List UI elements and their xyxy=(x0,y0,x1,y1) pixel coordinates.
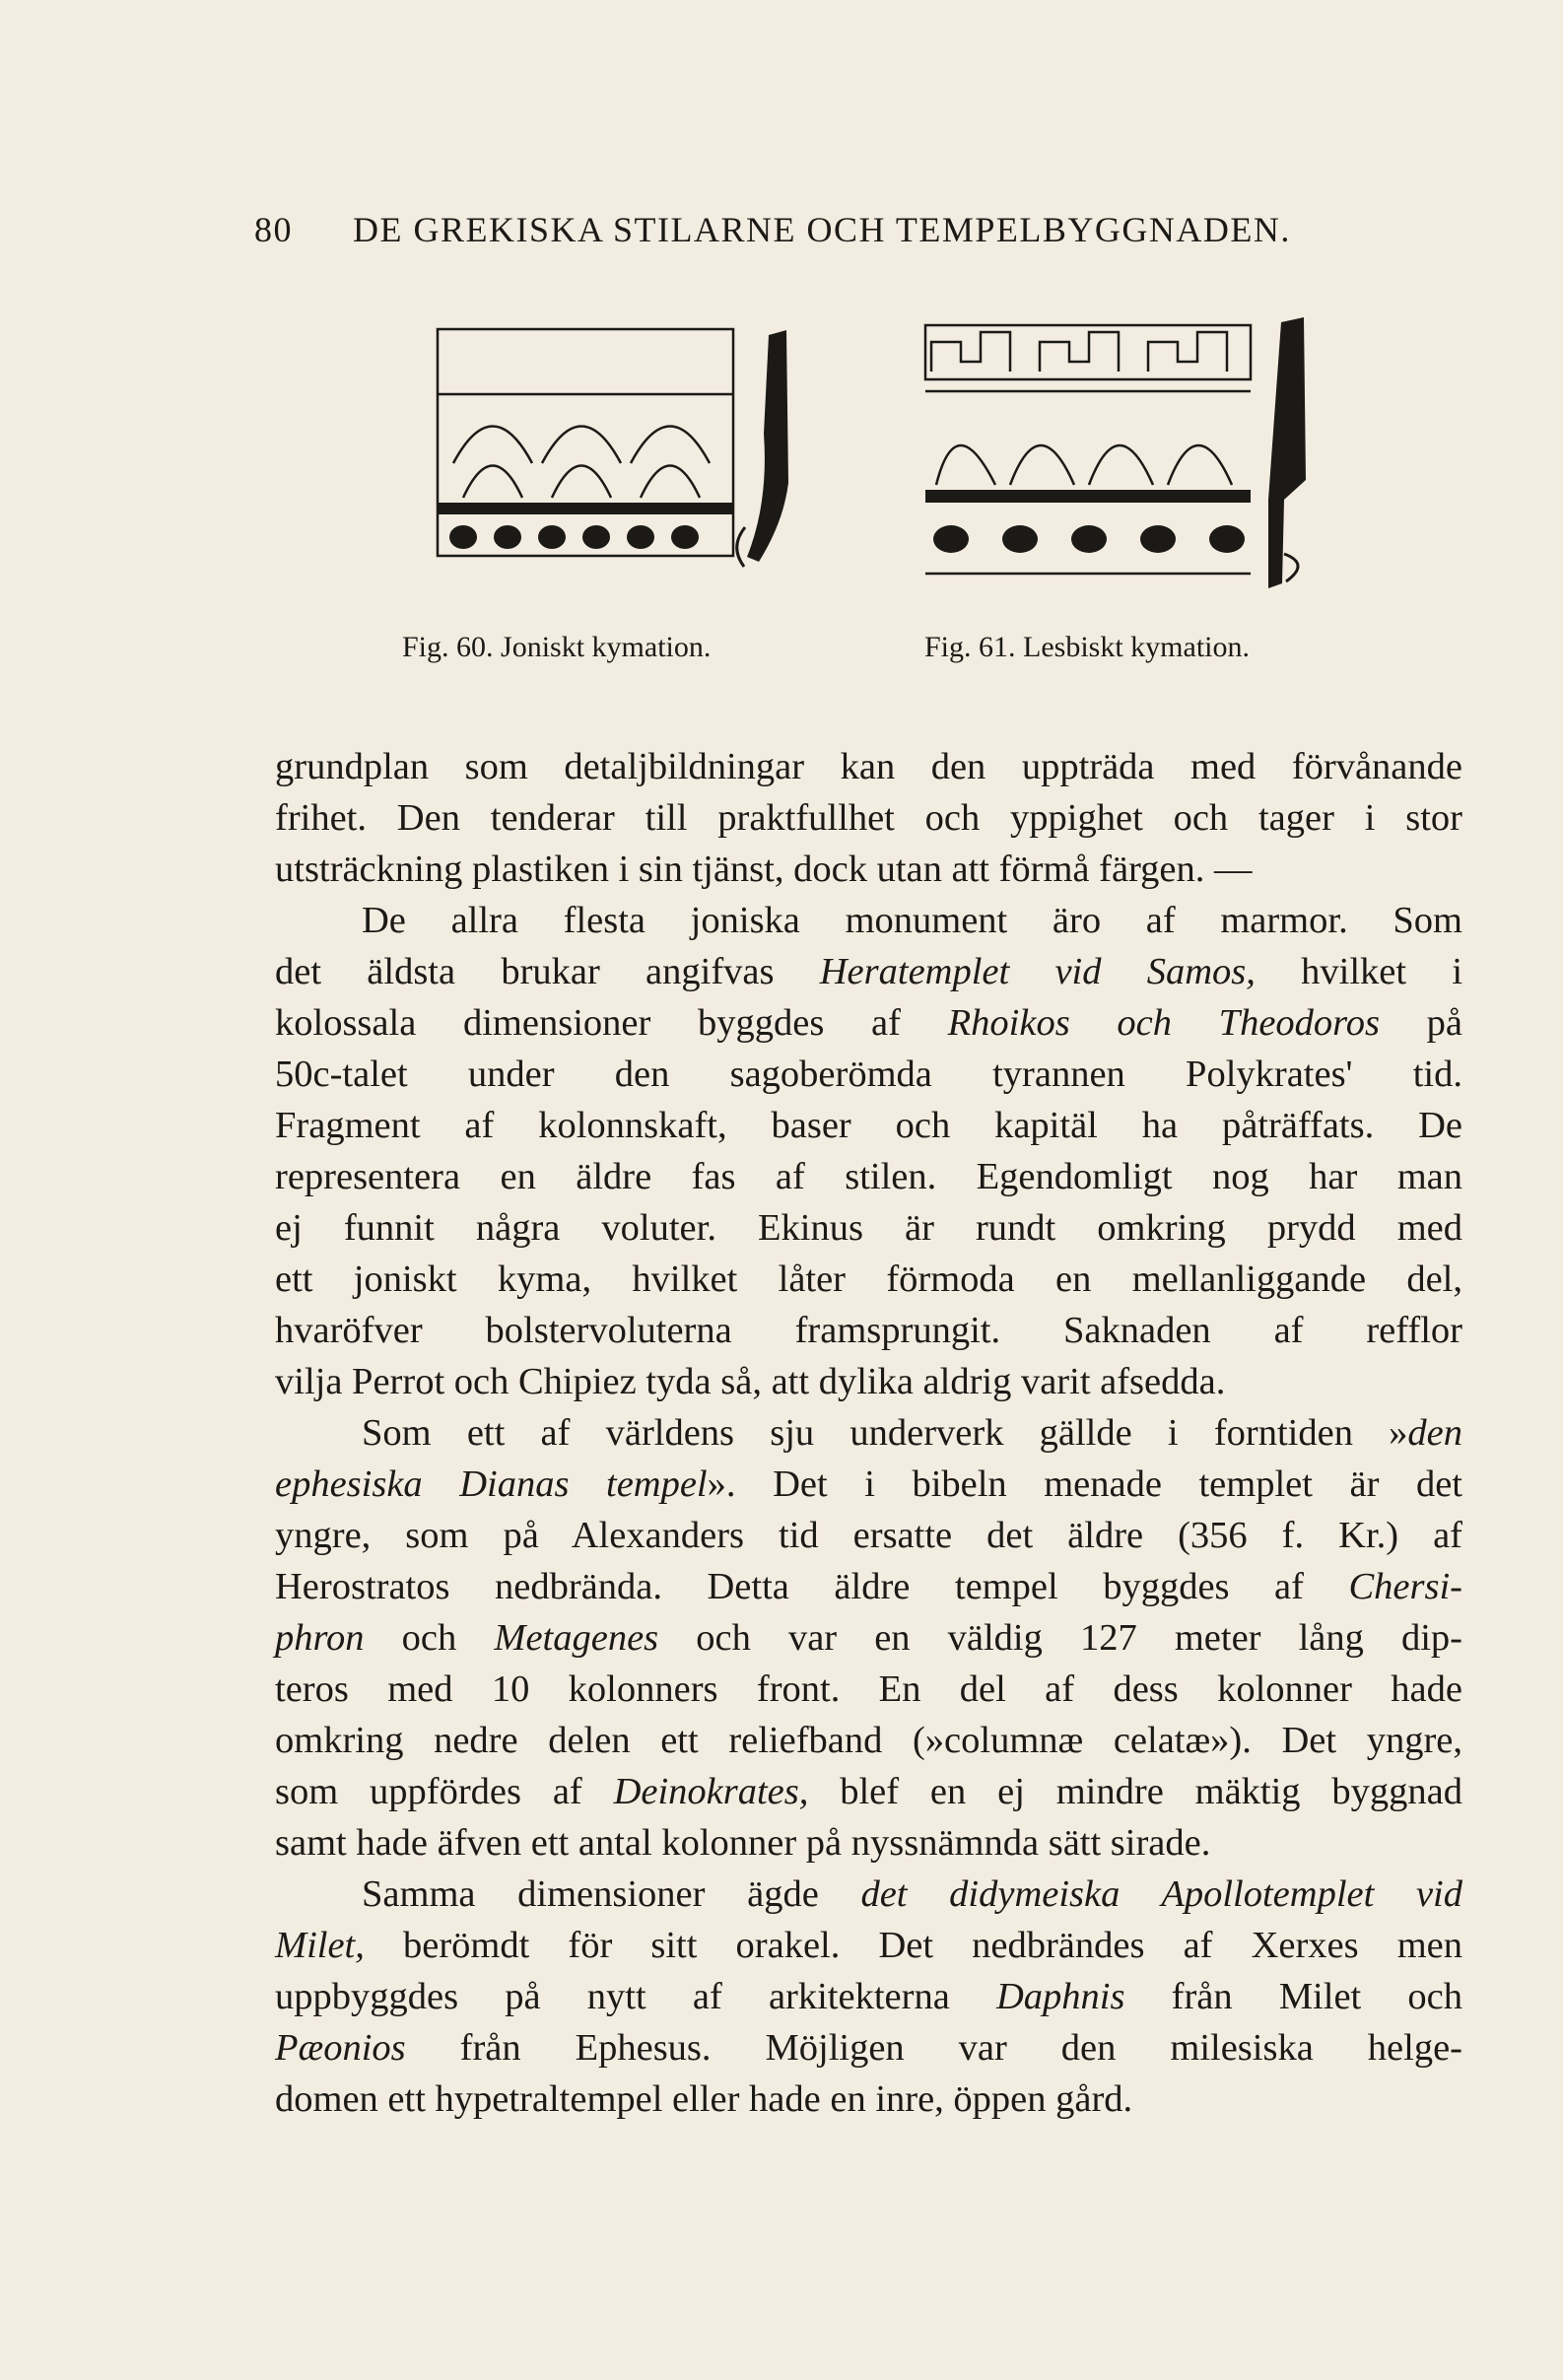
italic-text: ephesiska Dianas tempel xyxy=(275,1463,708,1505)
text-line xyxy=(275,844,1462,895)
text-segment: frihet. Den tenderar till praktfullhet och yppighet och tager i stor xyxy=(275,797,1462,839)
text-segment: ett joniskt kyma, hvilket låter förmoda en mellanliggande del, xyxy=(275,1258,1462,1300)
running-header xyxy=(254,209,1378,250)
italic-text: Daphnis xyxy=(995,1976,1125,2017)
figure-60-ionic-kymation xyxy=(434,325,848,586)
text-segment: hvaröfver bolstervoluterna framsprungit. Saknaden af refflor xyxy=(275,1310,1462,1351)
text-segment: det äldsta brukar angifvas xyxy=(275,951,820,992)
text-segment: från Milet och xyxy=(1124,1976,1463,2017)
text-segment: yngre, som på Alexanders tid ersatte det äldre (356 f. Kr.) af xyxy=(275,1515,1462,1556)
text-segment: hvilket i xyxy=(1255,951,1463,992)
italic-text: Heratemplet vid Samos, xyxy=(819,951,1256,992)
text-line xyxy=(275,741,1462,792)
text-segment: De allra flesta joniska monument äro af marmor. Som xyxy=(362,900,1462,941)
text-segment: samt hade äfven ett antal kolonner på nyssnämnda sätt sirade. xyxy=(275,1822,1211,1864)
figure-61-lesbian-kymation xyxy=(921,317,1335,588)
text-segment: 50c-talet under den sagoberömda tyrannen Polykrates' tid. xyxy=(275,1054,1462,1095)
figure-60-caption: Fig. 60. Joniskt kymation. xyxy=(402,631,712,663)
italic-text: Milet, xyxy=(275,1925,365,1966)
text-line xyxy=(275,1920,1462,1971)
text-line xyxy=(275,1715,1462,1766)
italic-text: Pæonios xyxy=(275,2027,406,2069)
italic-text: det didymeiska Apollotemplet vid xyxy=(860,1873,1462,1915)
text-segment: representera en äldre fas af stilen. Egendomligt nog har man xyxy=(275,1156,1462,1197)
text-segment: teros med 10 kolonners front. En del af dess kolonner hade xyxy=(275,1668,1462,1710)
text-segment: Samma dimensioner ägde xyxy=(362,1873,861,1915)
text-line xyxy=(275,1356,1462,1407)
text-line xyxy=(275,1305,1462,1356)
italic-text: phron xyxy=(275,1617,365,1659)
text-line xyxy=(275,1766,1462,1817)
text-segment: Fragment af kolonnskaft, baser och kapitäl ha påträffats. De xyxy=(275,1105,1462,1146)
text-line xyxy=(275,1100,1462,1151)
text-line xyxy=(275,1407,1462,1459)
text-segment: omkring nedre delen ett reliefband (»columnæ celatæ»). Det yngre, xyxy=(275,1720,1462,1761)
text-segment: domen ett hypetraltempel eller hade en inre, öppen gård. xyxy=(275,2078,1133,2120)
text-line xyxy=(275,946,1462,997)
italic-text: Deinokrates, xyxy=(613,1771,809,1812)
italic-text: Rhoikos och Theodoros xyxy=(947,1002,1380,1044)
text-segment: ej funnit några voluter. Ekinus är rundt omkring prydd med xyxy=(275,1207,1462,1249)
text-line xyxy=(275,1561,1462,1612)
text-line xyxy=(275,1254,1462,1305)
text-segment: blef en ej mindre mäktig byggnad xyxy=(808,1771,1462,1812)
text-line xyxy=(275,1664,1462,1715)
lesbian-kymation-illustration xyxy=(921,317,1335,588)
text-line xyxy=(275,997,1462,1049)
text-line xyxy=(275,1151,1462,1202)
text-segment: utsträckning plastiken i sin tjänst, dock utan att förmå färgen. — xyxy=(275,849,1253,890)
text-segment: Som ett af världens sju underverk gällde i forntiden » xyxy=(362,1412,1408,1454)
italic-text: Metagenes xyxy=(494,1617,659,1659)
text-segment: Herostratos nedbrända. Detta äldre tempel byggdes af xyxy=(275,1566,1349,1607)
text-line xyxy=(275,792,1462,844)
text-segment: och var en väldig 127 meter lång dip- xyxy=(658,1617,1462,1659)
ionic-kymation-illustration xyxy=(434,325,848,586)
text-segment: kolossala dimensioner byggdes af xyxy=(275,1002,948,1044)
text-line xyxy=(275,1971,1462,2022)
text-line xyxy=(275,1202,1462,1254)
text-line xyxy=(275,1049,1462,1100)
text-segment: på xyxy=(1379,1002,1462,1044)
text-segment: grundplan som detaljbildningar kan den uppträda med förvånande xyxy=(275,746,1462,787)
text-line xyxy=(275,895,1462,946)
text-segment: berömdt för sitt orakel. Det nedbrändes af Xerxes men xyxy=(364,1925,1462,1966)
text-segment: från Ephesus. Möjligen var den milesiska helge- xyxy=(405,2027,1462,2069)
body-text xyxy=(275,741,1462,2125)
italic-text: Chersi- xyxy=(1348,1566,1462,1607)
text-line xyxy=(275,1817,1462,1869)
text-segment: och xyxy=(364,1617,495,1659)
text-line xyxy=(275,1510,1462,1561)
running-title: DE GREKISKA STILARNE OCH TEMPELBYGGNADEN. xyxy=(353,210,1291,249)
figure-61-caption: Fig. 61. Lesbiskt kymation. xyxy=(924,631,1250,663)
text-segment: vilja Perrot och Chipiez tyda så, att dylika aldrig varit afsedda. xyxy=(275,1361,1226,1402)
text-segment: ». Det i bibeln menade templet är det xyxy=(707,1463,1462,1505)
page-number: 80 xyxy=(254,210,293,249)
text-line xyxy=(275,2022,1462,2074)
text-line xyxy=(275,1459,1462,1510)
italic-text: den xyxy=(1407,1412,1462,1454)
text-line xyxy=(275,2074,1462,2125)
text-segment: som uppfördes af xyxy=(275,1771,614,1812)
text-line xyxy=(275,1869,1462,1920)
text-segment: uppbyggdes på nytt af arkitekterna xyxy=(275,1976,996,2017)
text-line xyxy=(275,1612,1462,1664)
